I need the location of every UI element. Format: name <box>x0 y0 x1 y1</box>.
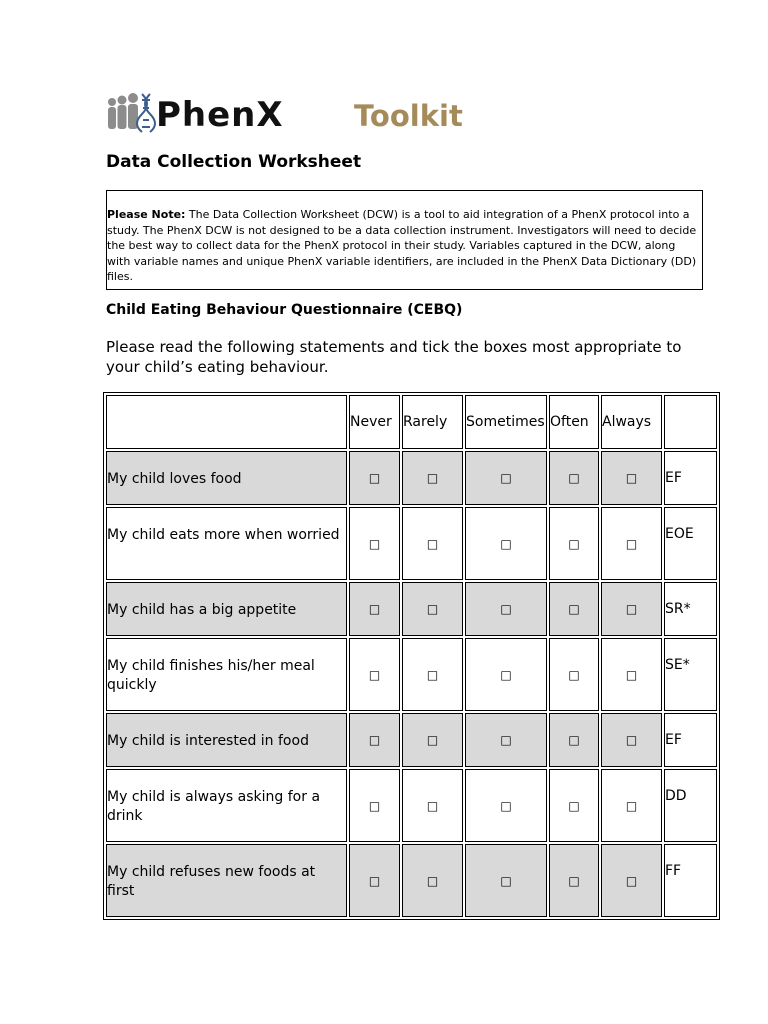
instructions-text: Please read the following statements and tick the boxes most appropriate to your child’s eating behaviour. <box>106 338 682 376</box>
table-row <box>106 769 717 842</box>
header-rarely: Rarely <box>402 395 463 449</box>
statement-cell: My child finishes his/her meal quickly <box>106 638 347 711</box>
statement-cell: My child eats more when worried <box>106 507 347 580</box>
checkbox-always[interactable]: □ <box>601 769 662 842</box>
logo-word-sub: Toolkit <box>354 99 463 133</box>
checkbox-never[interactable]: □ <box>349 638 400 711</box>
variable-code-cell: EOE <box>664 507 717 580</box>
checkbox-sometimes[interactable]: □ <box>465 844 547 917</box>
checkbox-rarely[interactable]: □ <box>402 713 463 767</box>
checkbox-always[interactable]: □ <box>601 507 662 580</box>
questionnaire-table <box>103 392 720 920</box>
checkbox-sometimes[interactable]: □ <box>465 638 547 711</box>
checkbox-rarely[interactable]: □ <box>402 451 463 505</box>
checkbox-sometimes[interactable]: □ <box>465 769 547 842</box>
checkbox-often[interactable]: □ <box>549 582 599 636</box>
header-never: Never <box>349 395 400 449</box>
note-label: Please Note: <box>107 208 186 221</box>
checkbox-sometimes[interactable]: □ <box>465 713 547 767</box>
checkbox-often[interactable]: □ <box>549 638 599 711</box>
header-statement <box>106 395 347 449</box>
checkbox-always[interactable]: □ <box>601 844 662 917</box>
checkbox-always[interactable]: □ <box>601 451 662 505</box>
checkbox-never[interactable]: □ <box>349 844 400 917</box>
table-row <box>106 451 717 505</box>
variable-code-cell: FF <box>664 844 717 917</box>
table-row <box>106 638 717 711</box>
checkbox-never[interactable]: □ <box>349 582 400 636</box>
statement-cell: My child has a big appetite <box>106 582 347 636</box>
logo-word-main: PhenX <box>156 95 284 135</box>
header-always: Always <box>601 395 662 449</box>
checkbox-always[interactable]: □ <box>601 638 662 711</box>
table-row <box>106 582 717 636</box>
checkbox-always[interactable]: □ <box>601 713 662 767</box>
table-header-row <box>106 395 717 449</box>
checkbox-never[interactable]: □ <box>349 713 400 767</box>
checkbox-often[interactable]: □ <box>549 507 599 580</box>
statement-cell: My child refuses new foods at first <box>106 844 347 917</box>
checkbox-always[interactable]: □ <box>601 582 662 636</box>
checkbox-rarely[interactable]: □ <box>402 507 463 580</box>
header-code <box>664 395 717 449</box>
variable-code-cell: DD <box>664 769 717 842</box>
note-text: The Data Collection Worksheet (DCW) is a tool to aid integration of a PhenX protocol into a study. The PhenX DCW is not designed to be a data collection instrument. Investigators will need to decide the best way to collect data for the PhenX protocol in their study. Variables captured in the DCW, along with variable names and unique PhenX variable identifiers, are included in the PhenX Data Dictionary (DD) files. <box>107 208 697 283</box>
checkbox-never[interactable]: □ <box>349 507 400 580</box>
page-title: Data Collection Worksheet <box>106 152 362 172</box>
checkbox-sometimes[interactable]: □ <box>465 582 547 636</box>
checkbox-sometimes[interactable]: □ <box>465 507 547 580</box>
checkbox-often[interactable]: □ <box>549 769 599 842</box>
checkbox-rarely[interactable]: □ <box>402 582 463 636</box>
checkbox-never[interactable]: □ <box>349 769 400 842</box>
checkbox-often[interactable]: □ <box>549 451 599 505</box>
statement-cell: My child is interested in food <box>106 713 347 767</box>
variable-code-cell: EF <box>664 713 717 767</box>
phenx-logo-icon <box>106 88 466 136</box>
checkbox-rarely[interactable]: □ <box>402 638 463 711</box>
checkbox-often[interactable]: □ <box>549 713 599 767</box>
header-sometimes: Sometimes <box>465 395 547 449</box>
variable-code-cell: SE* <box>664 638 717 711</box>
checkbox-rarely[interactable]: □ <box>402 844 463 917</box>
checkbox-rarely[interactable]: □ <box>402 769 463 842</box>
checkbox-sometimes[interactable]: □ <box>465 451 547 505</box>
statement-cell: My child loves food <box>106 451 347 505</box>
phenx-toolkit-logo <box>106 88 466 136</box>
variable-code-cell: EF <box>664 451 717 505</box>
checkbox-never[interactable]: □ <box>349 451 400 505</box>
section-title: Child Eating Behaviour Questionnaire (CEBQ) <box>106 302 463 318</box>
variable-code-cell: SR* <box>664 582 717 636</box>
statement-cell: My child is always asking for a drink <box>106 769 347 842</box>
table-row <box>106 844 717 917</box>
table-row <box>106 507 717 580</box>
checkbox-often[interactable]: □ <box>549 844 599 917</box>
table-row <box>106 713 717 767</box>
header-often: Often <box>549 395 599 449</box>
note-box <box>106 190 703 290</box>
